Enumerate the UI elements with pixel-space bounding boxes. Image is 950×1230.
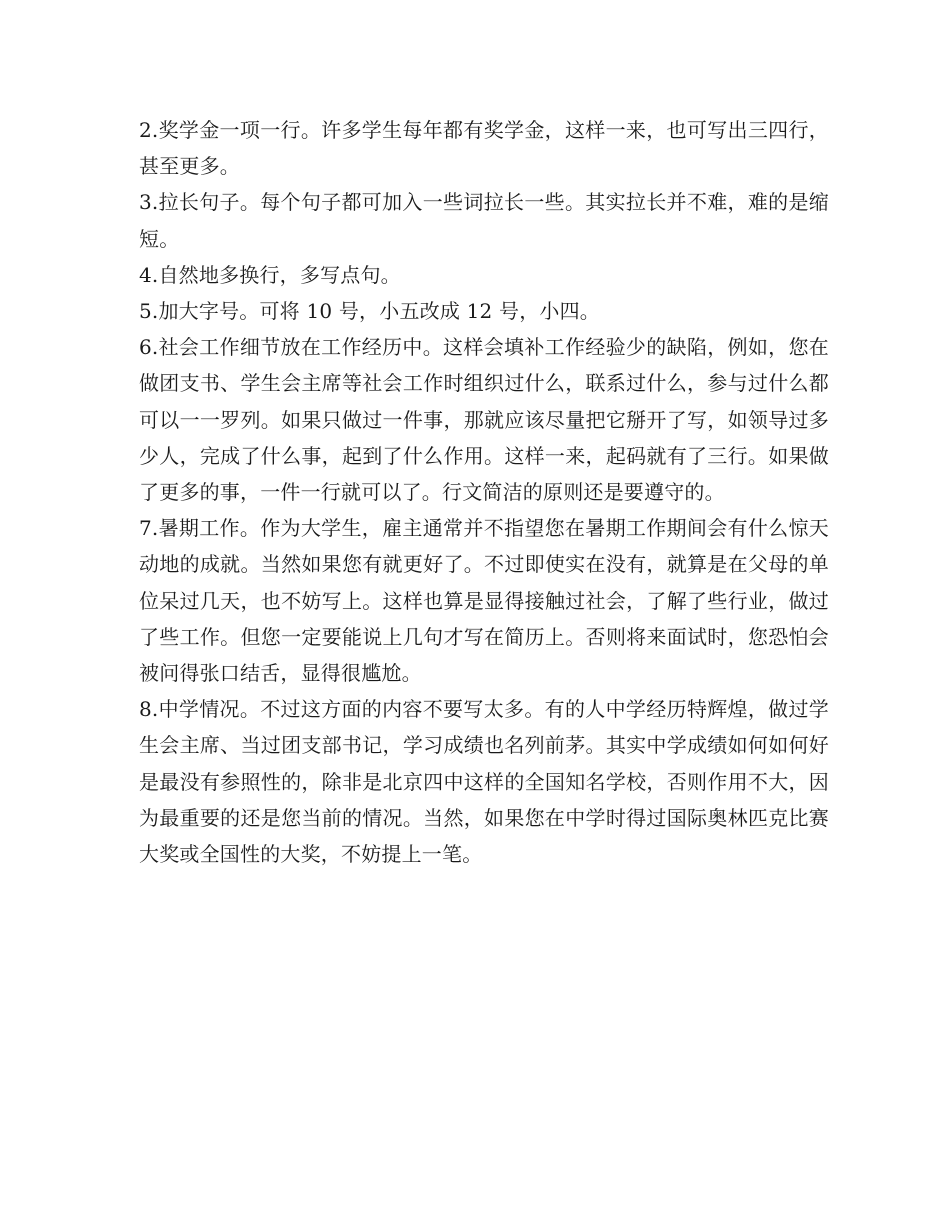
paragraph-8: 8.中学情况。不过这方面的内容不要写太多。有的人中学经历特辉煌，做过学生会主席、当过团支部书记，学习成绩也名列前茅。其实中学成绩如何如何好是最没有参照性的，除非是北京四中这样的全国知名学校，否则作用不大，因为最重要的还是您当前的情况。当然，如果您在中学时得过国际奥林匹克比赛大奖或全国性的大奖，不妨提上一笔。 [139, 697, 829, 867]
paragraph-2: 2.奖学金一项一行。许多学生每年都有奖学金，这样一来，也可写出三四行，甚至更多。 [139, 118, 829, 179]
paragraph-4: 4.自然地多换行，多写点句。 [139, 262, 401, 287]
paragraph-5: 5.加大字号。可将 10 号，小五改成 12 号，小四。 [139, 299, 601, 324]
paragraph-7: 7.暑期工作。作为大学生，雇主通常并不指望您在暑期工作期间会有什么惊天动地的成就。当然如果您有就更好了。不过即使实在没有，就算是在父母的单位呆过几天，也不妨写上。这样也算是显得接触过社会，了解了些行业，做过了些工作。但您一定要能说上几句才写在简历上。否则将来面试时，您恐怕会被问得张口结舌，显得很尴尬。 [139, 516, 829, 686]
document-body [139, 112, 829, 872]
paragraph-3: 3.拉长句子。每个句子都可加入一些词拉长一些。其实拉长并不难，难的是缩短。 [139, 190, 829, 251]
paragraph-6: 6.社会工作细节放在工作经历中。这样会填补工作经验少的缺陷，例如，您在做团支书、学生会主席等社会工作时组织过什么，联系过什么，参与过什么都可以一一罗列。如果只做过一件事，那就应该尽量把它掰开了写，如领导过多少人，完成了什么事，起到了什么作用。这样一来，起码就有了三行。如果做了更多的事，一件一行就可以了。行文简洁的原则还是要遵守的。 [139, 335, 829, 505]
